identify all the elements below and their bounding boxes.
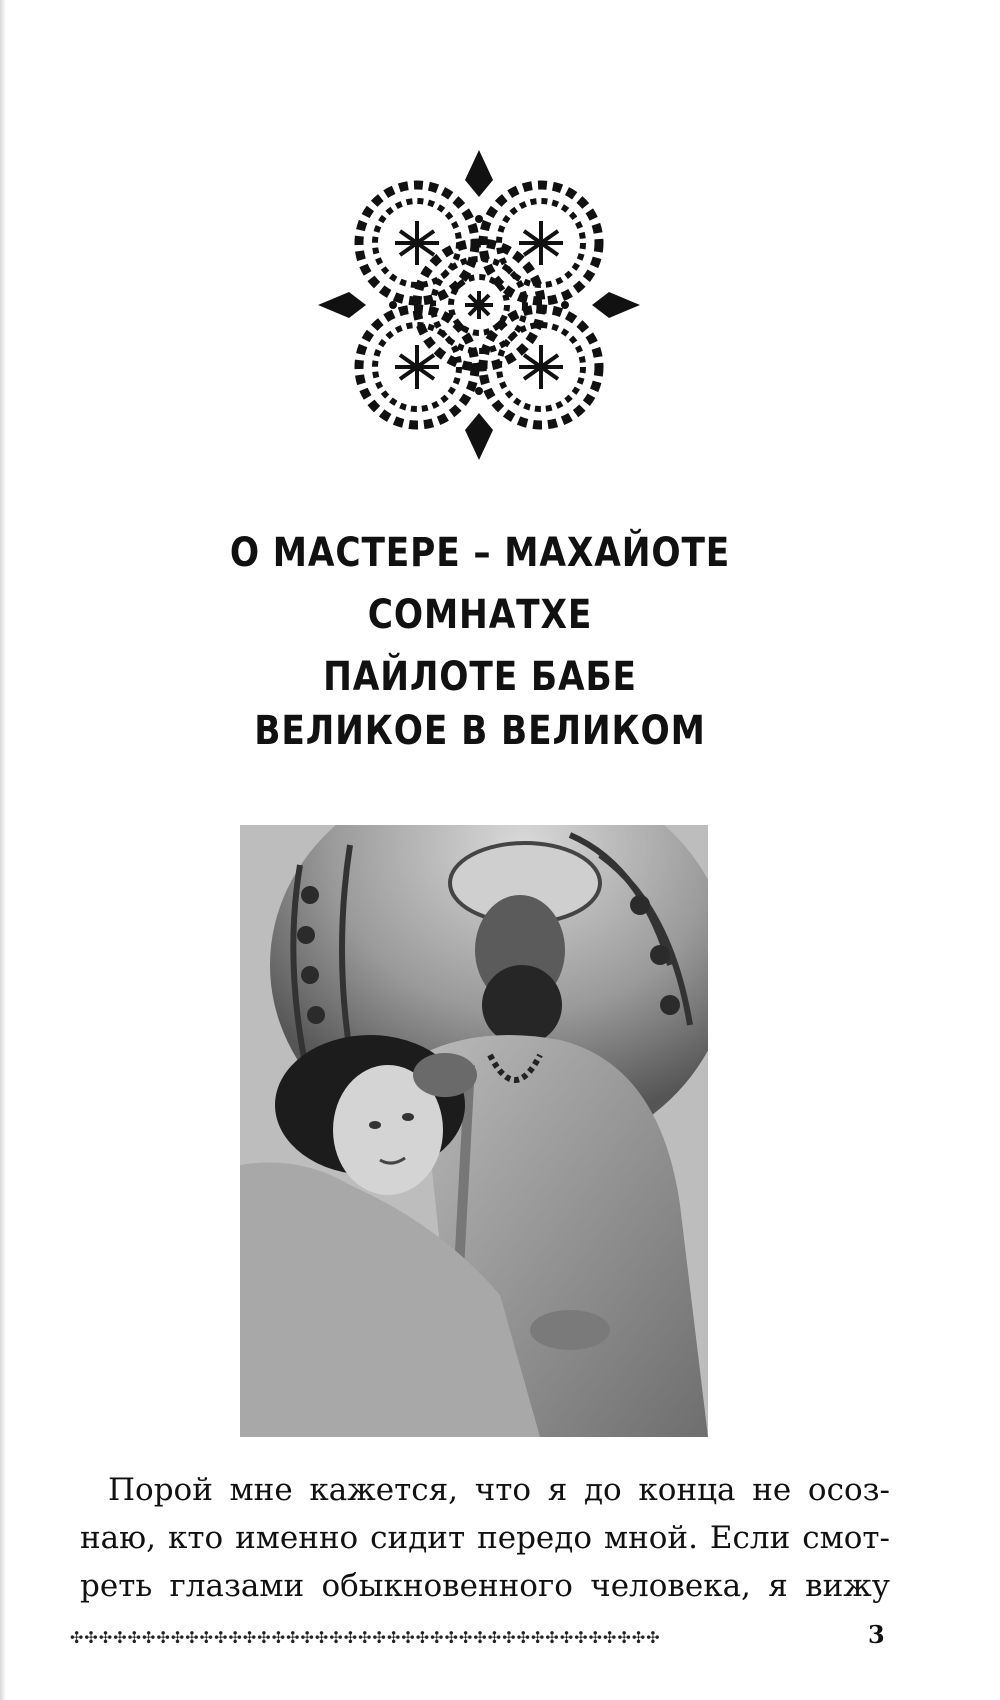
body-line: наю, кто именно сидит передо мной. Если смот- bbox=[80, 1520, 890, 1556]
page-edge-shadow bbox=[0, 0, 6, 1700]
body-paragraph bbox=[80, 1466, 890, 1610]
chapter-title bbox=[119, 522, 841, 708]
chapter-title-line-1: О МАСТЕРЕ – МАХАЙОТЕ СОМНАТХЕ bbox=[229, 530, 731, 638]
body-line: реть глазами обыкновенного человека, я вижу bbox=[80, 1568, 890, 1604]
page-number: 3 bbox=[868, 1620, 885, 1649]
body-line: Порой мне кажется, что я до конца не осоз- bbox=[108, 1472, 890, 1508]
section-title: ВЕЛИКОЕ В ВЕЛИКОМ bbox=[254, 708, 706, 754]
chapter-title-line-2: ПАЙЛОТЕ БАБЕ bbox=[323, 654, 637, 700]
footer-ornament-rule: ✣✣✣✣✣✣✣✣✣✣✣✣✣✣✣✣✣✣✣✣✣✣✣✣✣✣✣✣✣✣✣✣✣✣✣✣✣✣✣✣✣ bbox=[70, 1630, 661, 1646]
mandala-ornament-icon bbox=[318, 150, 640, 460]
portrait-photo bbox=[240, 825, 708, 1437]
